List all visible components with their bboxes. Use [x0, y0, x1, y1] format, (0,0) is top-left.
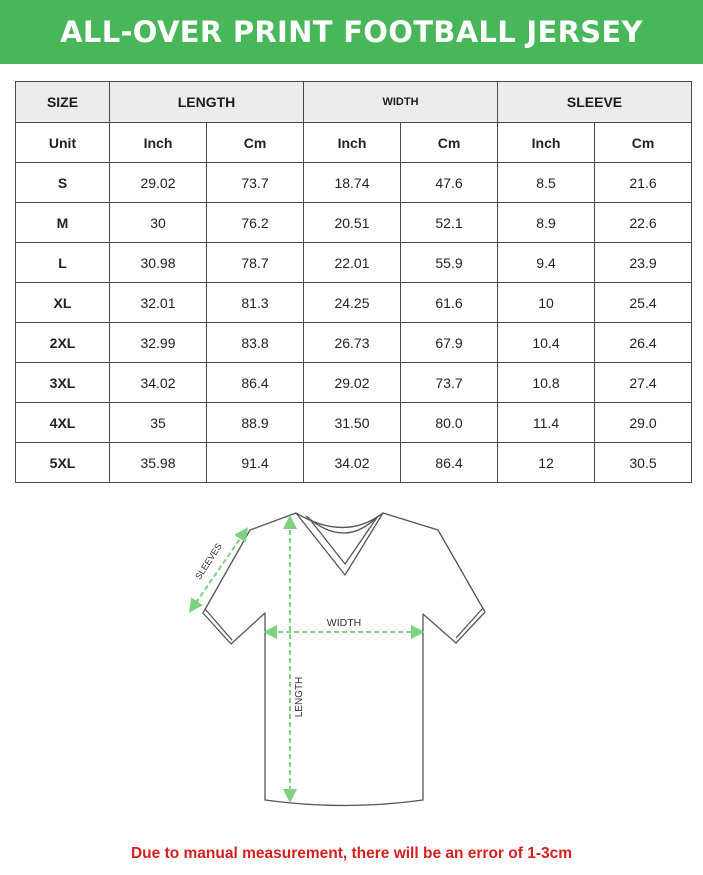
unit-label: Unit	[16, 123, 110, 163]
size-chart-table	[15, 81, 692, 483]
length-inch-cell: 35.98	[110, 443, 207, 483]
length-cm-cell: 86.4	[207, 363, 304, 403]
size-cell: 4XL	[16, 403, 110, 443]
length-label: LENGTH	[294, 676, 305, 718]
width-cm-cell: 67.9	[401, 323, 498, 363]
width-cm-cell: 86.4	[401, 443, 498, 483]
width-cm-cell: 52.1	[401, 203, 498, 243]
sleeve-inch-cell: 9.4	[498, 243, 595, 283]
size-cell: 5XL	[16, 443, 110, 483]
sleeve-cm-cell: 21.6	[595, 163, 692, 203]
size-cell: S	[16, 163, 110, 203]
sleeve-cm-cell: 30.5	[595, 443, 692, 483]
jersey-outline	[203, 513, 485, 806]
unit-row	[16, 123, 692, 163]
sleeves-label: SLEEVES	[193, 541, 224, 582]
sleeve-inch-cell: 12	[498, 443, 595, 483]
header-width: WIDTH	[304, 82, 498, 123]
size-cell: M	[16, 203, 110, 243]
width-cm-cell: 47.6	[401, 163, 498, 203]
length-inch-cell: 30	[110, 203, 207, 243]
length-cm-cell: 78.7	[207, 243, 304, 283]
unit-width-cm: Cm	[401, 123, 498, 163]
width-inch-cell: 34.02	[304, 443, 401, 483]
width-inch-cell: 24.25	[304, 283, 401, 323]
unit-length-inch: Inch	[110, 123, 207, 163]
table-row	[16, 363, 692, 403]
length-cm-cell: 81.3	[207, 283, 304, 323]
sleeve-inch-cell: 8.5	[498, 163, 595, 203]
sleeve-cm-cell: 25.4	[595, 283, 692, 323]
table-row	[16, 163, 692, 203]
sleeve-cm-cell: 26.4	[595, 323, 692, 363]
width-inch-cell: 18.74	[304, 163, 401, 203]
measurement-note: Due to manual measurement, there will be an error of 1-3cm	[130, 845, 573, 862]
width-inch-cell: 29.02	[304, 363, 401, 403]
page-title: ALL-OVER PRINT FOOTBALL JERSEY	[60, 15, 643, 49]
length-inch-cell: 32.99	[110, 323, 207, 363]
size-cell: 3XL	[16, 363, 110, 403]
sleeve-inch-cell: 11.4	[498, 403, 595, 443]
table-row	[16, 403, 692, 443]
table-row	[16, 243, 692, 283]
unit-length-cm: Cm	[207, 123, 304, 163]
sleeve-cm-cell: 23.9	[595, 243, 692, 283]
width-inch-cell: 31.50	[304, 403, 401, 443]
sleeve-inch-cell: 10	[498, 283, 595, 323]
length-inch-cell: 32.01	[110, 283, 207, 323]
width-inch-cell: 20.51	[304, 203, 401, 243]
unit-width-inch: Inch	[304, 123, 401, 163]
table-row	[16, 203, 692, 243]
sleeve-inch-cell: 10.4	[498, 323, 595, 363]
table-row	[16, 443, 692, 483]
sleeve-inch-cell: 10.8	[498, 363, 595, 403]
table-row	[16, 323, 692, 363]
width-label: WIDTH	[326, 617, 362, 629]
size-cell: L	[16, 243, 110, 283]
sleeve-cm-cell: 29.0	[595, 403, 692, 443]
sleeve-cm-cell: 22.6	[595, 203, 692, 243]
length-cm-cell: 73.7	[207, 163, 304, 203]
length-inch-cell: 30.98	[110, 243, 207, 283]
sleeve-cm-cell: 27.4	[595, 363, 692, 403]
header-sleeve: SLEEVE	[498, 82, 692, 123]
length-inch-cell: 35	[110, 403, 207, 443]
width-cm-cell: 80.0	[401, 403, 498, 443]
length-inch-cell: 29.02	[110, 163, 207, 203]
title-banner	[0, 0, 703, 64]
unit-sleeve-inch: Inch	[498, 123, 595, 163]
width-cm-cell: 61.6	[401, 283, 498, 323]
length-cm-cell: 76.2	[207, 203, 304, 243]
width-inch-cell: 22.01	[304, 243, 401, 283]
size-cell: 2XL	[16, 323, 110, 363]
width-cm-cell: 55.9	[401, 243, 498, 283]
width-cm-cell: 73.7	[401, 363, 498, 403]
length-cm-cell: 88.9	[207, 403, 304, 443]
header-row	[16, 82, 692, 123]
length-cm-cell: 83.8	[207, 323, 304, 363]
size-cell: XL	[16, 283, 110, 323]
header-length: LENGTH	[110, 82, 304, 123]
table-row	[16, 283, 692, 323]
header-size: SIZE	[16, 82, 110, 123]
length-inch-cell: 34.02	[110, 363, 207, 403]
sleeve-inch-cell: 8.9	[498, 203, 595, 243]
jersey-diagram	[0, 500, 703, 820]
unit-sleeve-cm: Cm	[595, 123, 692, 163]
length-cm-cell: 91.4	[207, 443, 304, 483]
width-inch-cell: 26.73	[304, 323, 401, 363]
